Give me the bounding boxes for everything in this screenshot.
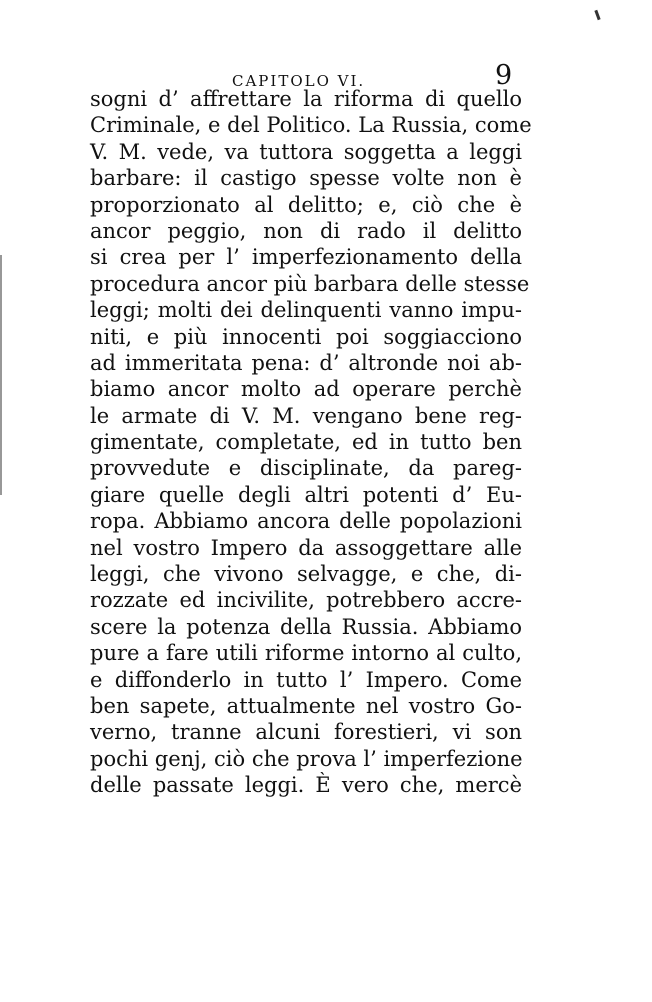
text-line: delle passate leggi. È vero che, mercè	[90, 773, 522, 798]
text-line: pure a fare utili riforme intorno al culto,	[90, 641, 522, 666]
text-line: biamo ancor molto ad operare perchè	[90, 377, 522, 402]
text-line: pochi genj, ciò che prova l’ imperfezione	[90, 746, 523, 771]
text-line: si crea per l’ imperfezionamento della	[90, 245, 522, 270]
text-line: ancor peggio, non di rado il delitto	[90, 218, 522, 243]
text-line: niti, e più innocenti poi soggiacciono	[90, 324, 522, 349]
body-text	[90, 86, 532, 799]
page-number: 9	[495, 60, 513, 91]
binding-edge-mark	[0, 255, 8, 495]
text-line: barbare: il castigo spesse volte non è	[90, 166, 522, 191]
text-line: V. M. vede, va tuttora soggetta a leggi	[90, 139, 522, 164]
text-line: nel vostro Impero da assoggettare alle	[90, 535, 522, 560]
text-line: scere la potenza della Russia. Abbiamo	[90, 614, 522, 639]
text-line: verno, tranne alcuni forestieri, vi son	[90, 720, 522, 745]
text-line: sogni d’ affrettare la riforma di quello	[90, 87, 522, 111]
text-line: leggi, che vivono selvagge, e che, di-	[90, 562, 522, 587]
text-line: provvedute e disciplinate, da pareg-	[90, 456, 522, 481]
text-line: procedura ancor più barbara delle stesse	[90, 271, 530, 296]
text-line: leggi; molti dei delinquenti vanno impu-	[90, 298, 522, 323]
running-title: CAPITOLO VI.	[232, 72, 366, 90]
text-line: rozzate ed incivilite, potrebbero accre-	[90, 588, 522, 613]
corner-ink-mark	[594, 10, 600, 20]
text-line: giare quelle degli altri potenti d’ Eu-	[90, 482, 522, 507]
text-line: ad immeritata pena: d’ altronde noi ab-	[90, 350, 522, 375]
text-line: ben sapete, attualmente nel vostro Go-	[90, 693, 522, 718]
text-line: le armate di V. M. vengano bene reg-	[90, 403, 522, 428]
text-line: Criminale, e del Politico. La Russia, come	[90, 113, 532, 138]
text-line: gimentate, completate, ed in tutto ben	[90, 430, 522, 455]
text-line: e diffonderlo in tutto l’ Impero. Come	[90, 667, 522, 692]
text-line: proporzionato al delitto; e, ciò che è	[90, 192, 522, 217]
text-line: ropa. Abbiamo ancora delle popolazioni	[90, 509, 522, 534]
